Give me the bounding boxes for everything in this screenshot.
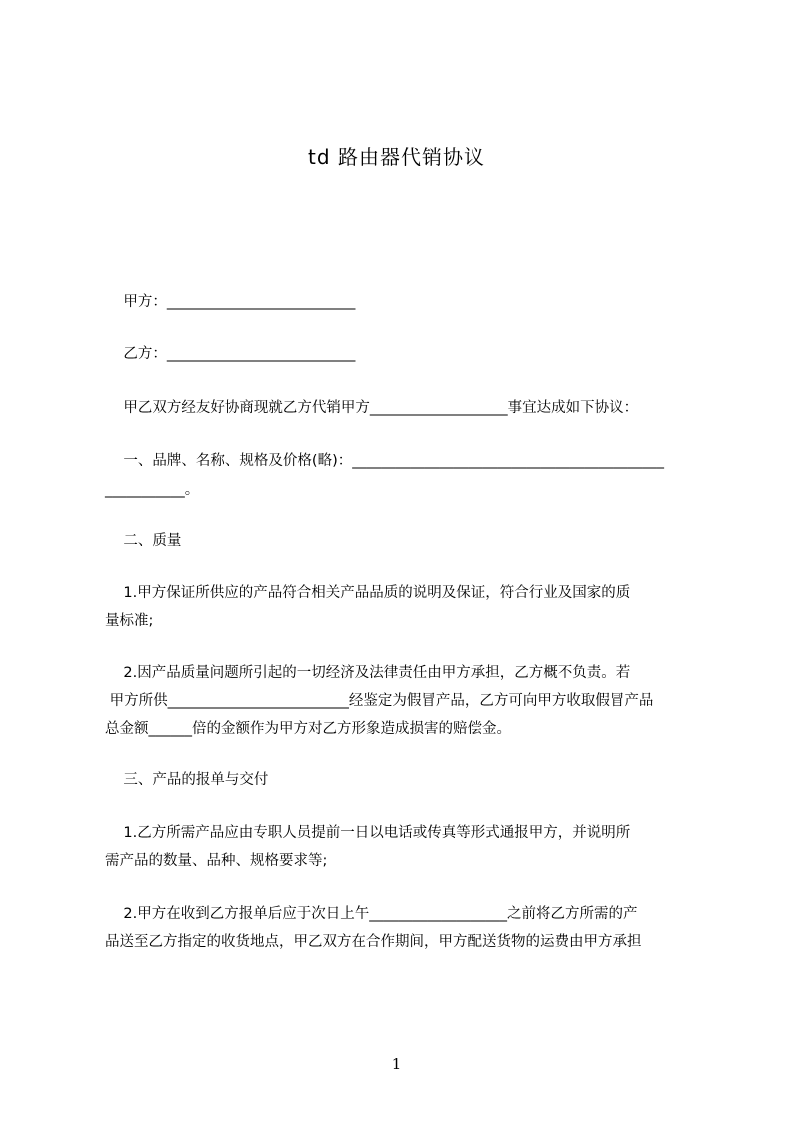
clause-3-1-line-1: 1.乙方所需产品应由专职人员提前一日以电话或传真等形式通报甲方，并说明所 (105, 825, 631, 841)
clause-2-2-line-3: 总金额______倍的金额作为甲方对乙方形象造成损害的赔偿金。 (105, 721, 511, 737)
section-1-continuation: ___________。 (105, 482, 200, 498)
intro-paragraph: 甲乙双方经友好协商现就乙方代销甲方___________________事宜达成如下协议： (105, 400, 639, 416)
clause-2-1-line-2: 量标准; (105, 613, 154, 629)
document-title: td 路由器代销协议 (308, 145, 485, 169)
clause-3-2-line-1: 2.甲方在收到乙方报单后应于次日上午___________________之前将乙方所需的产 (105, 906, 638, 922)
clause-2-2-line-1: 2.因产品质量问题所引起的一切经济及法律责任由甲方承担，乙方概不负责。若 (105, 665, 631, 681)
clause-3-2-line-2: 品送至乙方指定的收货地点，甲乙双方在合作期间，甲方配送货物的运费由甲方承担 (105, 934, 642, 950)
clause-2-2-line-2: 甲方所供_________________________经鉴定为假冒产品，乙方可向甲方收取假冒产品 (105, 693, 654, 709)
party-b-line: 乙方：__________________________ (105, 346, 356, 362)
section-1-heading: 一、品牌、名称、规格及价格(略)：___________________________________________ (105, 453, 664, 469)
party-a-line: 甲方：__________________________ (105, 294, 356, 310)
clause-2-1-line-1: 1.甲方保证所供应的产品符合相关产品品质的说明及保证，符合行业及国家的质 (105, 585, 631, 601)
page-number: 1 (391, 1055, 402, 1073)
section-2-heading: 二、质量 (105, 533, 182, 549)
clause-3-1-line-2: 需产品的数量、品种、规格要求等; (105, 853, 328, 869)
section-3-heading: 三、产品的报单与交付 (105, 772, 269, 788)
